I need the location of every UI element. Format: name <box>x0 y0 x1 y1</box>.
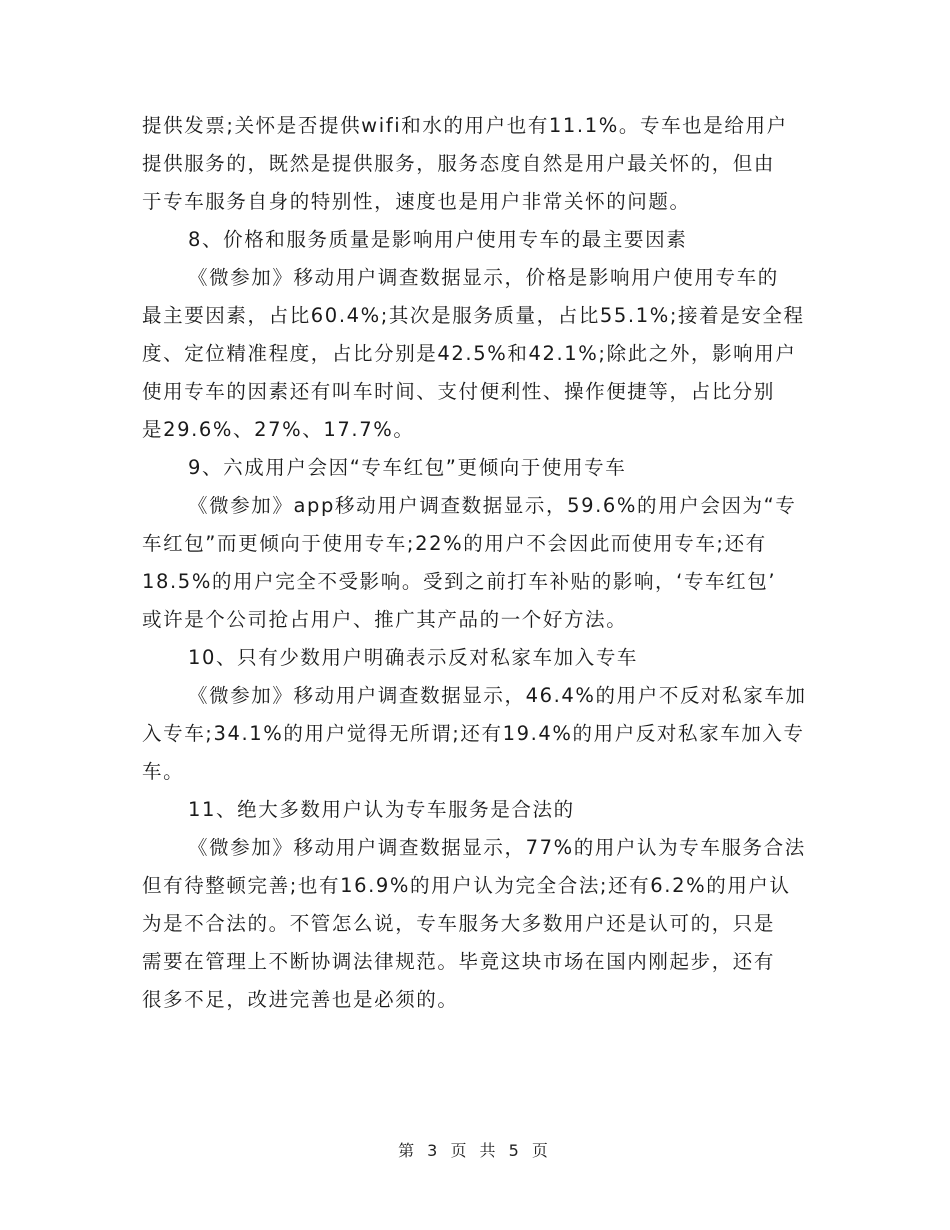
section-heading: 9、六成用户会因“专车红包”更倾向于使用专车 <box>188 456 627 479</box>
body-line: 需要在管理上不断协调法律规范。毕竟这块市场在国内刚起步，还有 <box>142 950 776 973</box>
body-line: 车红包”而更倾向于使用专车;22%的用户不会因此而使用专车;还有 <box>142 532 767 555</box>
body-line: 提供发票;关怀是否提供wifi和水的用户也有11.1%。专车也是给用户 <box>142 114 788 137</box>
section-heading: 10、只有少数用户明确表示反对私家车加入专车 <box>188 646 639 669</box>
body-line: 入专车;34.1%的用户觉得无所谓;还有19.4%的用户反对私家车加入专 <box>142 722 805 745</box>
body-line: 很多不足，改进完善也是必须的。 <box>142 988 459 1011</box>
body-line: 于专车服务自身的特别性，速度也是用户非常关怀的问题。 <box>142 190 691 213</box>
body-line: 但有待整顿完善;也有16.9%的用户认为完全合法;还有6.2%的用户认 <box>142 874 791 897</box>
body-line: 提供服务的，既然是提供服务，服务态度自然是用户最关怀的，但由 <box>142 152 776 175</box>
body-line: 《微参加》移动用户调查数据显示，价格是影响用户使用专车的 <box>188 266 779 289</box>
body-line: 度、定位精准程度，占比分别是42.5%和42.1%;除此之外，影响用户 <box>142 342 797 365</box>
body-line: 《微参加》app移动用户调查数据显示，59.6%的用户会因为“专 <box>188 494 797 517</box>
body-line: 最主要因素，占比60.4%;其次是服务质量，占比55.1%;接着是安全程 <box>142 304 805 327</box>
page-number-footer: 第 3 页 共 5 页 <box>398 1141 552 1160</box>
document-body <box>142 107 808 1019</box>
section-heading: 8、价格和服务质量是影响用户使用专车的最主要因素 <box>188 228 688 251</box>
section-heading: 11、绝大多数用户认为专车服务是合法的 <box>188 798 575 821</box>
body-line: 18.5%的用户完全不受影响。受到之前打车补贴的影响，‘专车红包’ <box>142 570 777 593</box>
body-line: 或许是个公司抢占用户、推广其产品的一个好方法。 <box>142 608 628 631</box>
body-line: 使用专车的因素还有叫车时间、支付便利性、操作便捷等，占比分别 <box>142 380 776 403</box>
body-line: 《微参加》移动用户调查数据显示，46.4%的用户不反对私家车加 <box>188 684 807 707</box>
body-line: 是29.6%、27%、17.7%。 <box>142 418 415 441</box>
body-line: 为是不合法的。不管怎么说，专车服务大多数用户还是认可的，只是 <box>142 912 776 935</box>
body-line: 《微参加》移动用户调查数据显示，77%的用户认为专车服务合法 <box>188 836 806 859</box>
body-line: 车。 <box>142 760 185 783</box>
